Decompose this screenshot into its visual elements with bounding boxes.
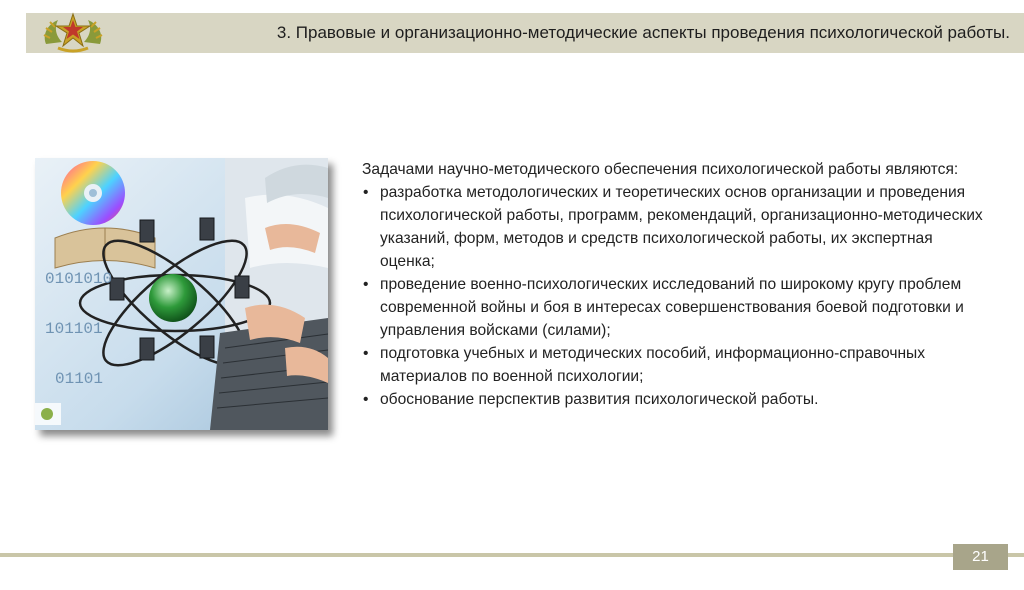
footer-line [0,553,1024,557]
list-item-text: подготовка учебных и методических пособий, информационно-справочных материалов по военной психологии; [380,345,926,385]
illustration-image [35,158,328,430]
bullet-icon: • [363,184,369,201]
bullet-icon: • [363,345,369,362]
list-item-text: проведение военно-психологических исследований по широкому кругу проблем современной войны и боя в интересах совершенствования боевой подготовки и управления войсками (силами); [380,276,964,339]
intro-paragraph: Задачами научно-методического обеспечения психологической работы являются: [362,161,959,178]
header-bar [26,13,1024,53]
military-star-emblem-icon [38,8,108,56]
list-item-text: обоснование перспектив развития психологической работы. [380,391,819,408]
list-item-text: разработка методологических и теоретических основ организации и проведения психологической работы, программ, рекомендаций, организационно-методических указаний, форм, методов и средств психологической работы, их экспертная оценка; [380,184,983,270]
task-list [338,181,988,411]
list-item [363,273,988,342]
list-item [363,181,988,273]
svg-text:01101: 01101 [55,370,104,388]
svg-text:101101: 101101 [45,320,103,338]
bullet-icon: • [363,276,369,293]
list-item [363,388,988,411]
svg-text:0101010: 0101010 [45,270,113,288]
page-number: 21 [953,544,1008,570]
content-text [338,158,988,411]
slide-title: 3. Правовые и организационно-методические аспекты проведения психологической работы. [276,23,1010,42]
bullet-icon: • [363,391,369,408]
computer-network-illustration [35,158,328,430]
list-item [363,342,988,388]
